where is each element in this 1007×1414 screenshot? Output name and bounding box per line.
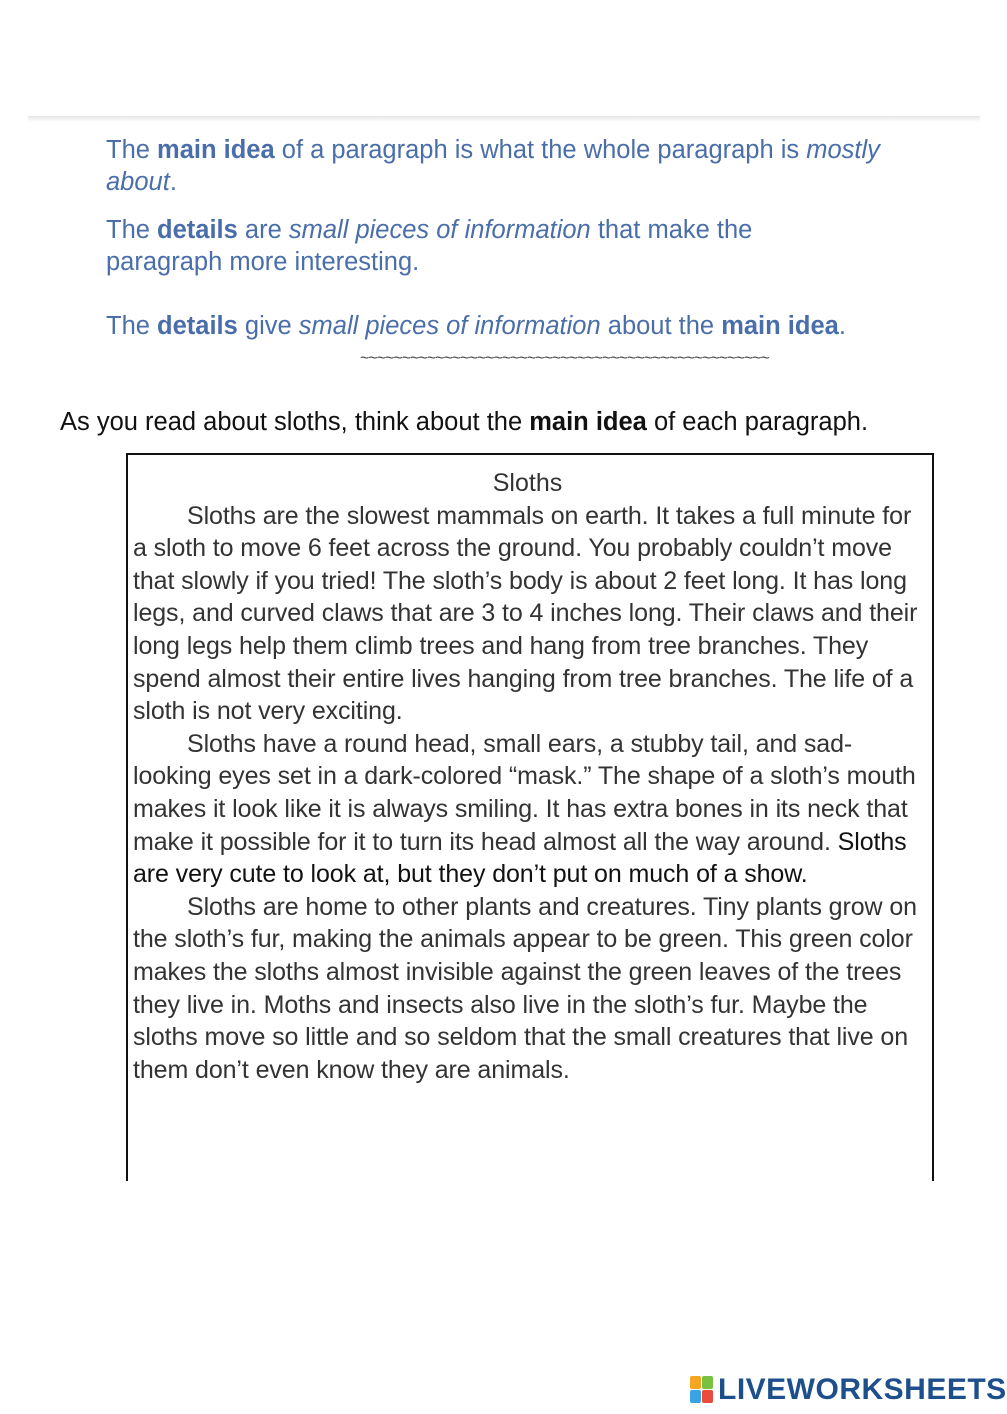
- term-main-idea: main idea: [157, 136, 275, 164]
- definition-main-idea: [106, 134, 906, 198]
- paragraph-2: [133, 728, 922, 891]
- text: give: [237, 312, 299, 340]
- term-main-idea: main idea: [529, 408, 647, 436]
- text: that make the paragraph more interesting.: [106, 216, 753, 276]
- paragraph-3: Sloths are home to other plants and creatures. Tiny plants grow on the sloth’s fur, making the animals appear to be green. This green color makes the sloths almost invisible against the green leaves of the trees they live in. Moths and insects also live in the sloth’s fur. Maybe the sloths move so little and so seldom that the small creatures that live on them don’t even know they are animals.: [133, 892, 917, 1084]
- liveworksheets-logo-icon: [690, 1376, 714, 1404]
- definition-relation: [106, 310, 966, 342]
- passage-title: Sloths: [492, 469, 563, 497]
- text: Sloths are very cute to look at, but they don’t put on much of a show.: [133, 827, 907, 889]
- emphasis: small pieces of information: [298, 312, 601, 340]
- text: .: [169, 168, 177, 196]
- text: of each paragraph.: [646, 408, 869, 436]
- term-details: details: [157, 312, 238, 340]
- text: about the: [600, 312, 722, 340]
- emphasis: small pieces of information: [288, 216, 591, 244]
- text: The: [106, 312, 158, 340]
- emphasis: mostly about: [106, 136, 880, 196]
- text: .: [838, 312, 846, 340]
- paragraph-1: Sloths are the slowest mammals on earth. It takes a full minute for a sloth to move 6 feet across the ground. You probably couldn’t move that slowly if you tried! The sloth’s body is about 2 feet long. It has long legs, and curved claws that are 3 to 4 inches long. Their claws and their long legs help them climb trees and hang from tree branches. They spend almost their entire lives hanging from tree branches. The life of a sloth is not very exciting.: [133, 501, 918, 726]
- text: of a paragraph is what the whole paragraph is: [274, 136, 807, 164]
- top-divider: [28, 116, 980, 122]
- term-main-idea: main idea: [721, 312, 839, 340]
- definition-details: [106, 214, 866, 278]
- passage-box: [126, 453, 934, 1181]
- text: The: [106, 136, 158, 164]
- liveworksheets-logo: [690, 1372, 1007, 1408]
- logo-text: LIVEWORKSHEETS: [718, 1373, 1007, 1406]
- text: The: [106, 216, 158, 244]
- text: As you read about sloths, think about the: [60, 408, 530, 436]
- tilde-separator: ~~~~~~~~~~~~~~~~~~~~~~~~~~~~~~~~~~~~~~~~~~~~~~~~~: [360, 350, 769, 367]
- text: are: [237, 216, 289, 244]
- term-details: details: [157, 216, 238, 244]
- reading-instruction: [60, 408, 868, 437]
- text: Sloths have a round head, small ears, a stubby tail, and sad-looking eyes set in a dark-colored “mask.” The shape of a sloth’s mouth makes it look like it is always smiling. It has extra bones in its neck that make it possible for it to turn its head almost all the way around.: [133, 729, 916, 856]
